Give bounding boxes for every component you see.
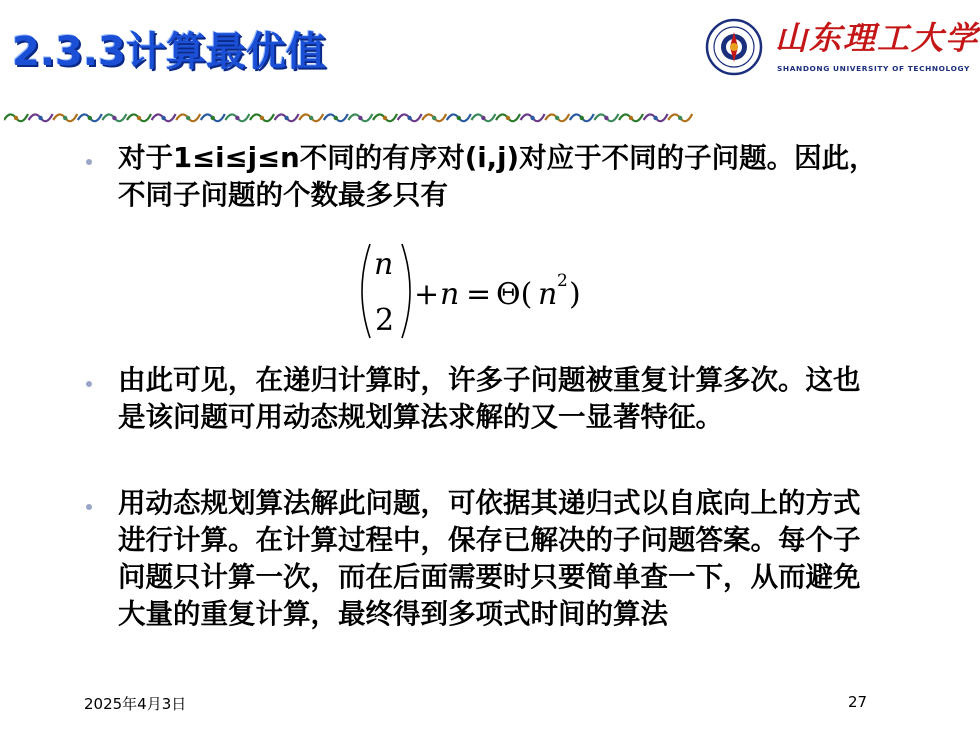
- divider-dot: [580, 116, 584, 120]
- formula-n-squared-base: n: [538, 277, 558, 312]
- bullet-item-2: [86, 362, 886, 482]
- bullet-marker: [86, 381, 92, 387]
- page-number: 27: [848, 693, 868, 711]
- formula-binom-top: n: [374, 247, 394, 282]
- divider-dot: [604, 116, 608, 120]
- divider-dot: [88, 116, 92, 120]
- divider-dot: [14, 116, 18, 120]
- formula: [356, 236, 616, 346]
- formula-equals: =: [466, 277, 492, 312]
- divider-dot: [407, 116, 411, 120]
- divider-dot: [161, 116, 165, 120]
- formula-binom-bottom: 2: [375, 303, 395, 338]
- divider-dot: [457, 116, 461, 120]
- divider-dot: [653, 116, 657, 120]
- divider-dot: [334, 116, 338, 120]
- divider-dot: [235, 116, 239, 120]
- logo-chinese-name: 山东理工大学: [775, 19, 980, 57]
- divider-dot: [284, 116, 288, 120]
- divider-dot: [678, 116, 682, 120]
- divider-dot: [112, 116, 116, 120]
- divider-dot: [63, 116, 67, 120]
- divider-dot: [555, 116, 559, 120]
- university-seal-icon: [705, 18, 763, 76]
- divider-dot: [530, 116, 534, 120]
- bullet-item-1: [86, 140, 886, 220]
- divider-dot: [186, 116, 190, 120]
- university-logo: [705, 16, 980, 86]
- bullet-item-3: [86, 485, 886, 685]
- divider-dot: [137, 116, 141, 120]
- divider-dot: [260, 116, 264, 120]
- divider-dot: [383, 116, 387, 120]
- slide-title: 2.3.3计算最优值: [12, 29, 326, 75]
- bullet-text: 由此可见，在递归计算时，许多子问题被重复计算多次。这也是该问题可用动态规划算法求解的又一显著特征。: [118, 364, 861, 433]
- divider-dot: [358, 116, 362, 120]
- formula-exponent: 2: [557, 271, 568, 291]
- formula-plus: +: [414, 277, 440, 312]
- divider-dot: [629, 116, 633, 120]
- bullet-text: 用动态规划算法解此问题，可依据其递归式以自底向上的方式进行计算。在计算过程中，保存已解决的子问题答案。每个子问题只计算一次，而在后面需要时只要简单查一下，从而避免大量的重复计算，最终得到多项式时间的算法: [118, 487, 861, 630]
- bullet-marker: [86, 159, 92, 165]
- bullet-text: 对于1≤i≤j≤n不同的有序对(i,j)对应于不同的子问题。因此，不同子问题的个数最多只有: [118, 142, 877, 211]
- divider-dot: [506, 116, 510, 120]
- formula-n: n: [440, 277, 460, 312]
- footer-date: 2025年4月3日: [84, 695, 187, 713]
- divider-dot: [211, 116, 215, 120]
- divider-dot: [38, 116, 42, 120]
- logo-english-name: SHANDONG UNIVERSITY OF TECHNOLOGY: [777, 64, 970, 73]
- formula-theta: Θ(: [496, 277, 533, 312]
- divider-dot: [481, 116, 485, 120]
- bullet-marker: [86, 504, 92, 510]
- divider-dot: [432, 116, 436, 120]
- decorative-divider: [4, 106, 696, 128]
- formula-close-paren: ): [569, 277, 581, 312]
- divider-dot: [309, 116, 313, 120]
